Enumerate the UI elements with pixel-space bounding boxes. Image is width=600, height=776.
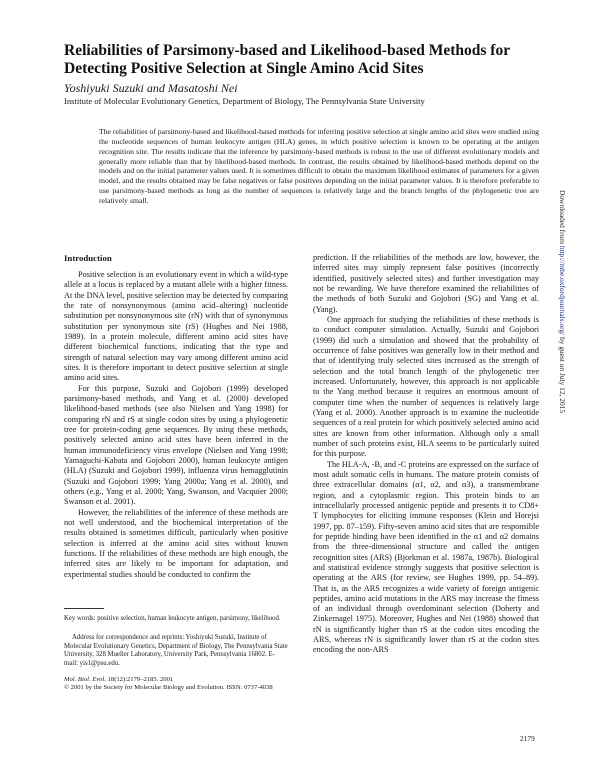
paragraph: prediction. If the reliabilities of the methods are low, however, the inferred sites may simply represent false positives (incorrectly identified, positively selected sites) and further investigation may not be rewarding. We have therefore examined the reliabilities of the methods of both Suzuki and Gojobori (SG) and Yang et al. (Yang). [313, 253, 539, 314]
download-prefix: Downloaded from [558, 190, 567, 244]
paper-title: Reliabilities of Parsimony-based and Likelihood-based Methods for Detecting Positive Selection at Single Amino Acid Sites [64, 42, 510, 77]
journal-name: Mol. Biol. Evol. [64, 676, 106, 683]
journal-citation: 18(12):2179–2185. 2001 [107, 676, 174, 683]
paragraph: For this purpose, Suzuki and Gojobori (1999) developed parsimony-based methods, and Yang et al. (2000) developed likelihood-based methods (see also Nielsen and Yang 1998) for comparing rN and rS at single codon sites by using a phylogenetic tree for protein-coding gene sequences. By using these methods, positively selected amino acid sites have been inferred in the human immunodeficiency virus envelope (Nielsen and Yang 1998; Yamaguchi-Kabata and Gojobori 2000), human leukocyte antigen (HLA) (Suzuki and Gojobori 1999), influenza virus hemagglutinin (Suzuki and Gojobori 1999; Yang 2000a; Yang et al. 2000), and others (e.g., Yang et al. 2000; Yang, Swanson, and Vacquier 2000; Swanson et al. 2001). [64, 383, 288, 507]
left-column [64, 253, 288, 580]
footnote-rule [64, 608, 104, 609]
download-notice [558, 190, 567, 413]
page-number: 2179 [520, 734, 535, 743]
right-column [313, 253, 539, 656]
paragraph: One approach for studying the reliabilities of these methods is to conduct computer simulation. Actually, Suzuki and Gojobori (1999) did such a simulation and showed that the probability of occurrence of false positives was generally low in their method and that of identifying truly selected sites increased as the strength of selection and the total branch length of the phylogenetic tree increased. Unfortunately, however, this approach is not applicable to the Yang method because it requires an enormous amount of computer time when the number of sequences is relatively large (Yang et al. 2000). Another approach is to examine the nucleotide sequences of a real protein for which positively selected amino acid sites are known from other information. Although only a small number of such proteins exist, HLA seems to be particularly suited for this purpose. [313, 314, 539, 459]
abstract: The reliabilities of parsimony-based and likelihood-based methods for inferring positive selection at single amino acid sites were studied using the nucleotide sequences of human leukocyte antigen (HLA) genes, in which positive selection is known to be operating at the antigen recognition site. The results indicate that the inference by parsimony-based methods is robust to the use of different evolutionary models and generally more reliable than that by likelihood-based methods. In contrast, the results obtained by likelihood-based methods depend on the models and on the initial parameter values used. It is sometimes difficult to obtain the maximum likelihood estimates of parameters for a given model, and the results obtained may be false negatives or false positives depending on the initial parameter values. It is therefore preferable to use parsimony-based methods as long as the number of sequences is relatively large and the branch lengths of the phylogenetic tree are relatively small. [99, 127, 539, 205]
section-heading-introduction: Introduction [64, 253, 112, 263]
copyright: © 2001 by the Society for Molecular Biology and Evolution. ISSN: 0737-4038 [64, 684, 273, 692]
affiliation: Institute of Molecular Evolutionary Genetics, Department of Biology, The Pennsylvania State University [64, 96, 425, 106]
download-sidebar [558, 190, 572, 610]
paragraph: However, the reliabilities of the inference of these methods are not well understood, and the biochemical interpretation of the results obtained is sometimes difficult, particularly when positive selection is inferred at the amino acid sites without known functions. If the reliabilities of these methods are high enough, the inferred sites are likely to be important for adaptation, and experimental studies should be conducted to confirm the [64, 507, 288, 579]
download-link[interactable]: http://mbe.oxfordjournals.org/ [558, 245, 567, 336]
keywords: Key words: positive selection, human leukocyte antigen, parsimony, likelihood. [64, 615, 281, 622]
download-suffix: by guest on July 12, 2015 [558, 337, 567, 414]
paragraph: Positive selection is an evolutionary event in which a wild-type allele at a locus is replaced by a mutant allele with a higher fitness. At the DNA level, positive selection may be detected by comparing the rate of nonsynonymous (amino acid–altering) nucleotide substitution per nonsynonymous site (rN) with that of synonymous substitution per synonymous site (rS) (Hughes and Nei 1988, 1989). In a protein molecule, different amino acid sites have different biochemical functions, indicating that the type and strength of natural selection may vary among different amino acid sites. It is therefore important to detect positive selection at single amino acid sites. [64, 270, 288, 383]
correspondence-address: Address for correspondence and reprints: Yoshiyuki Suzuki, Institute of Molecular Evolutionary Genetics, Department of Biology, The Pennsylvania State University, 328 Mueller Laboratory, University Park, Pennsylvania 16802. E-mail: yis1@psu.edu. [64, 634, 288, 667]
author-list: Yoshiyuki Suzuki and Masatoshi Nei [64, 81, 238, 95]
journal-info [64, 676, 288, 692]
paragraph: The HLA-A, -B, and -C proteins are expressed on the surface of most adult somatic cells in humans. The mature protein consists of three extracellular domains (α1, α2, and α3), a transmembrane region, and a cytoplasmic region. This protein binds to an intracellularly processed antigenic peptide and presents it to CD8+ T lymphocytes for eliciting immune responses (Klein and Horejsi 1997, pp. 87–159). Fifty-seven amino acid sites that are responsible for peptide binding have been identified in the α1 and α2 domains from the three-dimensional structure and called the antigen recognition sites (ARS) (Bjorkman et al. 1987a, 1987b). Biological and statistical evidence strongly suggests that positive selection is operating at the ARS (for review, see Hughes 1999, pp. 54–89). That is, as the ARS recognizes a wide variety of foreign antigenic peptides, amino acid mutations in the ARS may increase the fitness of an individual through overdominant selection (Doherty and Zinkernagel 1975). Moreover, Hughes and Nei (1988) showed that rN is significantly higher than rS at the codon sites encoding the ARS, whereas rN is significantly lower than rS at the codon sites encoding the non-ARS [313, 459, 539, 655]
